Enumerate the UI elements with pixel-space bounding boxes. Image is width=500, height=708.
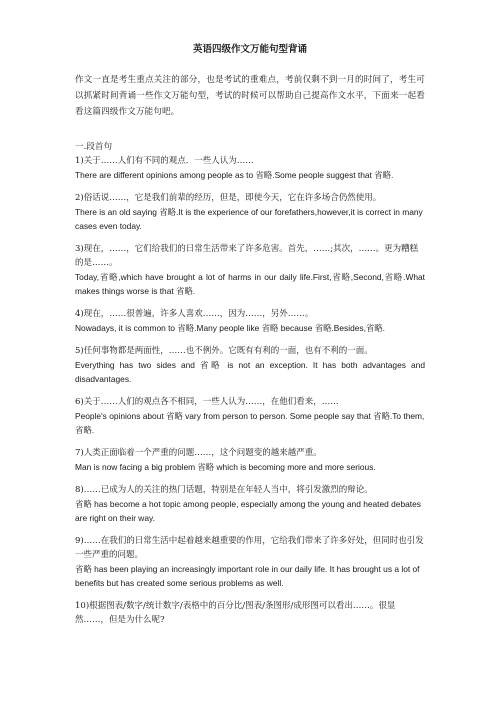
english-sentence: Everything has two sides and 省略 is not an exception. It has both advantages and disadvantages.: [75, 360, 425, 384]
list-item: [75, 307, 425, 335]
section-heading: 一.段首句: [75, 142, 113, 152]
english-sentence: 省略 has become a hot topic among people, especially among the young and heated debates are right on their way.: [75, 499, 421, 523]
list-item: [75, 534, 425, 590]
english-sentence: There are different opinions among people as to 省略.Some people suggest that 省略.: [75, 170, 394, 180]
list-item: [75, 242, 425, 298]
list-item: [75, 395, 425, 437]
chinese-sentence: 9)……在我们的日常生活中起着越来越重要的作用，它给我们带来了许多好处，但同时也引发一些严重的问题。: [75, 536, 424, 560]
intro-paragraph: 作文一直是考生重点关注的部分，也是考试的重难点，考前仅剩不到一月的时间了，考生可以抓紧时间背诵一些作文万能句型，考试的时候可以帮助自己提高作文水平，下面来一起看看这篇四级作文万能句吧。: [75, 75, 425, 117]
english-sentence: Nowadays, it is common to 省略.Many people like 省略 because 省略.Besides,省略.: [75, 323, 385, 333]
page-title: 英语四级作文万能句型背诵: [192, 44, 307, 55]
list-item: [75, 191, 425, 233]
list-item: [75, 154, 425, 182]
list-item: [75, 344, 425, 386]
chinese-sentence: 2)俗话说……，它是我们前辈的经历，但是，即使今天，它在许多场合仍然使用。: [75, 193, 382, 203]
chinese-sentence: 4)现在，……很普遍，许多人喜欢……，因为……，另外……。: [75, 309, 314, 319]
chinese-sentence: 5)任何事物都是两面性，……也不例外。它既有有利的一面，也有不利的一面。: [75, 346, 373, 356]
english-sentence: Today,省略,which have brought a lot of harms in our daily life.First,省略,Second,省略.What makes things worse is that 省略.: [75, 272, 425, 296]
chinese-sentence: 6)关于……人们的观点各不相同，一些人认为……，在他们看来，……: [75, 397, 339, 407]
chinese-sentence: 8)……已成为人的关注的热门话题，特别是在年轻人当中，将引发激烈的辩论。: [75, 485, 373, 495]
english-sentence: 省略 has been playing an increasingly important role in our daily life. It has brought us a lot of benefits but has created some serious problems as well.: [75, 564, 420, 588]
chinese-sentence: 1)关于……人们有不同的观点．一些人认为……: [75, 156, 254, 166]
chinese-sentence: 3)现在，……，它们给我们的日常生活带来了许多危害。首先，……;其次，……。更为糟糕的是……。: [75, 244, 419, 268]
chinese-sentence: 7)人类正面临着一个严重的问题……，这个问题变的越来越严重。: [75, 448, 322, 458]
list-item: [75, 483, 425, 525]
list-item: [75, 446, 425, 474]
english-sentence: People's opinions about 省略 vary from person to person. Some people say that 省略.To them, 省略.: [75, 411, 425, 435]
english-sentence: There is an old saying 省略.It is the experience of our forefathers,however,it is correct in many cases even today.: [75, 207, 423, 231]
english-sentence: Man is now facing a big problem 省略 which is becoming more and more serious.: [75, 462, 376, 472]
list-item: [75, 599, 425, 627]
chinese-sentence: 10)根据图表/数字/统计数字/表格中的百分比/图表/条图形/成形图可以看出……。很显然……，但是为什么呢?: [75, 601, 396, 625]
sentence-list: [75, 140, 425, 636]
